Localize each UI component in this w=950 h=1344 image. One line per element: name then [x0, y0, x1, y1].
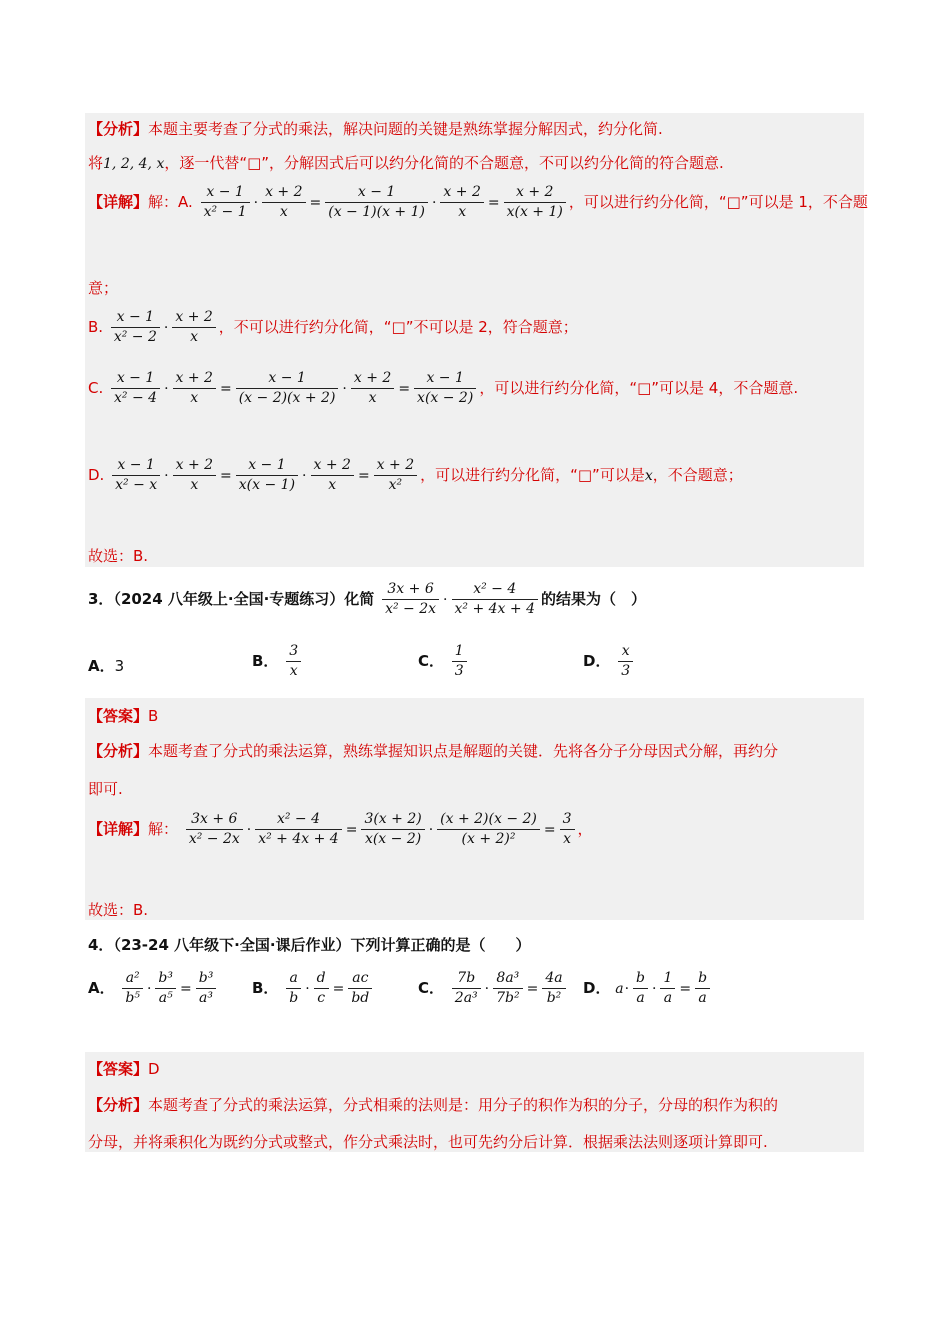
fraction: $\frac{x + 2}{x}$	[262, 183, 305, 222]
analysis-tag: 【分析】	[88, 120, 149, 138]
option-c-label: C.	[88, 379, 104, 397]
detail-b-line: B. $\frac{x - 1}{\text{x² − 2}}$ · $\frac{x + 2}{x}$ ，不可以进行约分化简，“□”不可以是 2，符合题意；	[88, 309, 578, 345]
fraction: $\frac{x + 2}{x}$	[173, 369, 216, 408]
question-number: 3．	[88, 590, 114, 608]
detail-c-line: C. $\frac{x - 1}{\text{x² − 4}}$ · $\frac{x + 2}{x}$ = $\frac{x - 1}{(x - 2)(x + 2)}$ · $\frac{x + 2}{x}$ = $\frac{x - 1}{x(x - 2)}$ ，可以进行约分化简，“□”可以是 4，不合题意.	[88, 370, 799, 406]
substitution-text: ，逐一代替“□”，分解因式后可以约分化简的不合题意，不可以约分化简的符合题意.	[164, 154, 724, 172]
answer-value: D	[148, 1060, 160, 1078]
fraction: $\frac{x - 1}{x(x - 1)}$	[236, 456, 298, 495]
question-number: 4．	[88, 936, 114, 954]
fraction: $\frac{x - 1}{x(x - 2)}$	[414, 369, 476, 408]
detail-line: 【详解】解： $\frac{3x + 6}{\text{x² − 2x}}$ · $\frac{\text{x² − 4}}{\text{x² + 4x + 4}}$ = $\frac{3(x + 2)}{x(x - 2)}$ · $\frac{(x + 2)(x - 2)}{\text{(x + 2)²}}$ = $\frac{3}{x}$ ，	[88, 811, 593, 847]
fraction: $\frac{\text{a²}}{\text{b⁵}}$	[122, 969, 143, 1008]
conclusion-line: 故选：B.	[88, 547, 149, 565]
fraction: $\frac{x + 2}{x}$	[172, 308, 215, 347]
fraction: $\frac{3x + 6}{\text{x² − 2x}}$	[186, 810, 243, 849]
q3-option-d[interactable]: D． $\frac{x}{3}$	[583, 642, 636, 681]
substitution-line	[88, 152, 724, 173]
fraction: $\frac{x + 2}{x}$	[351, 369, 394, 408]
fraction: $\frac{\text{8a³}}{\text{7b²}}$	[493, 969, 522, 1008]
fraction: $\frac{x + 2}{x}$	[173, 456, 216, 495]
fraction: $\frac{3x + 6}{\text{x² − 2x}}$	[382, 580, 439, 619]
fraction: $\frac{x + 2}{x(x + 1)}$	[504, 183, 566, 222]
q4-option-c[interactable]: C． $\frac{7b}{\text{2a³}}$ · $\frac{\text{8a³}}{\text{7b²}}$ = $\frac{4a}{\text{b²}}$	[418, 969, 569, 1008]
fraction: $\frac{x - 1}{\text{x² − 1}}$	[201, 183, 250, 222]
fraction: $\frac{x - 1}{\text{x² − 4}}$	[111, 369, 160, 408]
fraction: $\frac{d}{c}$	[314, 969, 329, 1008]
detail-tag: 【详解】	[88, 193, 149, 211]
fraction: $\frac{x + 2}{x}$	[311, 456, 354, 495]
fraction: $\frac{\text{b³}}{\text{a³}}$	[196, 969, 217, 1008]
fraction: $\frac{3(x + 2)}{x(x - 2)}$	[361, 810, 424, 849]
substitution-values: 1, 2, 4, x	[103, 156, 165, 172]
analysis-line	[88, 118, 663, 139]
fraction: $\frac{x - 1}{(x - 1)(x + 1)}$	[325, 183, 428, 222]
fraction: $\frac{\text{b³}}{\text{a⁵}}$	[155, 969, 176, 1008]
question-3: 3．（2024 八年级上·全国·专题练习）化简 $\frac{3x + 6}{\text{x² − 2x}}$ · $\frac{\text{x² − 4}}{\text{x² + 4x + 4}}$ 的结果为（ ）	[88, 581, 646, 617]
q3-option-c[interactable]: C． $\frac{1}{3}$	[418, 642, 470, 681]
fraction: $\frac{b}{a}$	[695, 969, 710, 1008]
fraction: $\frac{ac}{bd}$	[348, 969, 372, 1008]
detail-b-text: ，不可以进行约分化简，“□”不可以是 2，符合题意；	[218, 318, 578, 336]
substitution-prefix: 将	[88, 154, 104, 172]
fraction: $\frac{b}{a}$	[633, 969, 648, 1008]
detail-a-continuation: 意；	[88, 279, 119, 297]
fraction: $\frac{a}{b}$	[286, 969, 301, 1008]
question-source: （2024 八年级上·全国·专题练习）化简	[113, 590, 375, 608]
answer-line: 【答案】B	[88, 707, 159, 725]
analysis-line: 【分析】本题考查了分式的乘法运算，分式相乘的法则是：用分子的积作为积的分子，分母的积作为积的	[88, 1096, 779, 1114]
fraction: $\frac{x - 1}{(x - 2)(x + 2)}$	[236, 369, 339, 408]
q4-option-d[interactable]: D． a· $\frac{b}{a}$ · $\frac{1}{a}$ = $\frac{b}{a}$	[583, 969, 713, 1008]
fraction: $\frac{x}{3}$	[618, 642, 633, 681]
question-source: （23-24 八年级下·全国·课后作业）下列计算正确的是（ ）	[113, 936, 531, 954]
fraction: $\frac{x - 1}{\text{x² − x}}$	[112, 456, 160, 495]
fraction: $\frac{7b}{\text{2a³}}$	[452, 969, 481, 1008]
analysis-line: 【分析】本题考查了分式的乘法运算，熟练掌握知识点是解题的关键．先将各分子分母因式分解，再约分	[88, 742, 779, 760]
option-b-label: B.	[88, 318, 104, 336]
q4-option-b[interactable]: B． $\frac{a}{b}$ · $\frac{d}{c}$ = $\frac{ac}{bd}$	[252, 969, 375, 1008]
question-suffix: 的结果为（ ）	[540, 590, 646, 608]
option-d-label: D.	[88, 466, 105, 484]
fraction: $\frac{\text{x² − 4}}{\text{x² + 4x + 4}}$	[452, 580, 538, 619]
analysis-continuation: 分母，并将乘积化为既约分式或整式，作分式乘法时，也可先约分后计算．根据乘法法则逐项计算即可.	[88, 1133, 768, 1151]
fraction: $\frac{(x + 2)(x - 2)}{\text{(x + 2)²}}$	[437, 810, 540, 849]
q4-option-a[interactable]: A． $\frac{\text{a²}}{\text{b⁵}}$ · $\frac{\text{b³}}{\text{a⁵}}$ = $\frac{\text{b³}}{\text{a³}}$	[88, 969, 219, 1008]
q3-option-b[interactable]: B． $\frac{3}{x}$	[252, 642, 304, 681]
fraction: $\frac{3}{x}$	[560, 810, 575, 849]
answer-value: B	[148, 707, 159, 725]
detail-d-line: D. $\frac{x - 1}{\text{x² − x}}$ · $\frac{x + 2}{x}$ = $\frac{x - 1}{x(x - 1)}$ · $\frac{x + 2}{x}$ = $\frac{x + 2}{\text{x²}}$ ，可以进行约分化简，“□”可以是x，不合题意；	[88, 457, 743, 493]
fraction: $\frac{1}{3}$	[452, 642, 467, 681]
fraction: $\frac{x + 2}{\text{x²}}$	[374, 456, 417, 495]
fraction: $\frac{x + 2}{x}$	[440, 183, 483, 222]
q3-option-a[interactable]: A．3	[88, 657, 125, 675]
detail-intro: 解：A.	[148, 193, 193, 211]
fraction: $\frac{x - 1}{\text{x² − 2}}$	[111, 308, 160, 347]
analysis-text: 本题主要考查了分式的乘法，解决问题的关键是熟练掌握分解因式，约分化简.	[148, 120, 663, 138]
analysis-continuation: 即可.	[88, 780, 123, 798]
question-4	[88, 934, 531, 955]
detail-a-text: ，可以进行约分化简，“□”可以是 1，不合题	[568, 193, 868, 211]
conclusion-line: 故选：B.	[88, 901, 149, 919]
detail-c-text: ，可以进行约分化简，“□”可以是 4，不合题意.	[479, 379, 799, 397]
answer-line: 【答案】D	[88, 1060, 160, 1078]
fraction: $\frac{3}{x}$	[286, 642, 301, 681]
fraction: $\frac{1}{a}$	[660, 969, 675, 1008]
fraction: $\frac{4a}{\text{b²}}$	[542, 969, 565, 1008]
detail-a-line: 【详解】解：A. $\frac{x - 1}{\text{x² − 1}}$ · $\frac{x + 2}{x}$ = $\frac{x - 1}{(x - 1)(x + 1)}$ · $\frac{x + 2}{x}$ = $\frac{x + 2}{x(x + 1)}$ ，可以进行约分化简，“□”可以是 1，不合题	[88, 184, 868, 220]
solution-box-q3	[85, 698, 864, 920]
fraction: $\frac{\text{x² − 4}}{\text{x² + 4x + 4}}$	[255, 810, 341, 849]
